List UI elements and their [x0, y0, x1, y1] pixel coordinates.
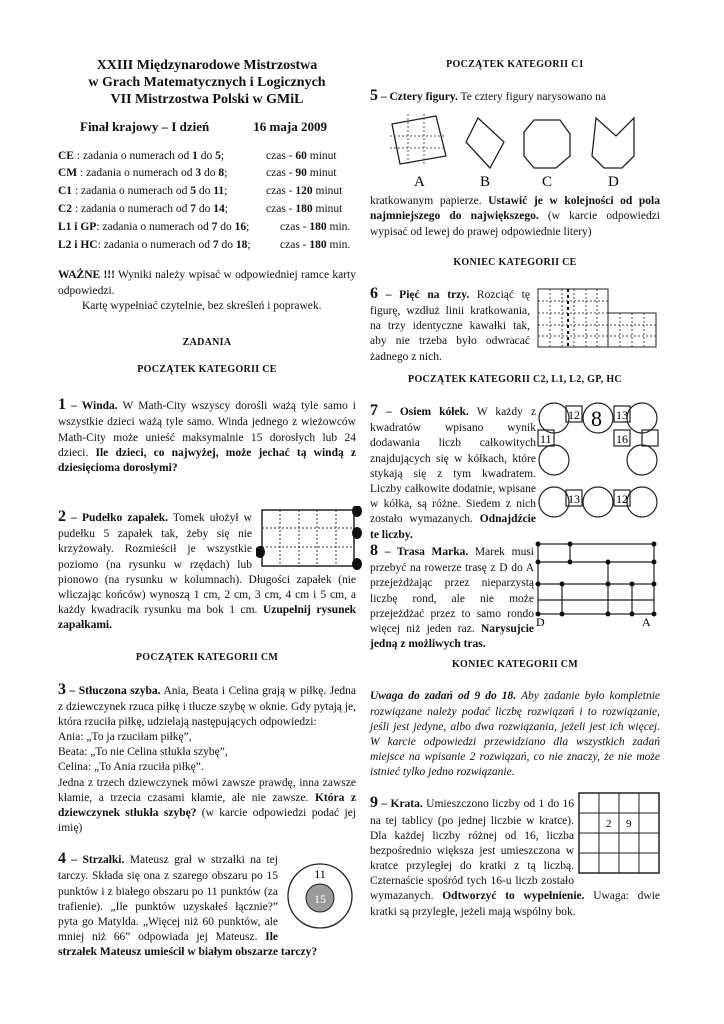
problem-1: 1 – Winda. W Math-City wszyscy dorośli ważą tyle samo i wszystkie dzieci ważą tyle samo. Winda jednego z wieżowców Math-City może unieść maksymalnie 15 dorosłych lub 24 dzieci. Ile dzieci, co najwyżej, może jechać tą windą z dziesięcioma dorosłymi? — [58, 396, 357, 474]
square-12-bottom: 12 — [616, 492, 628, 507]
problem-5: 5 – Cztery figury. Te cztery figury narysowano na A B C D kratkowanym papierze. Ustawić je w kolejności od pola najmniejszego do największego. (w karcie odpowiedzi wypisać od lewej do prawej odpowiednie litery) — [370, 87, 660, 238]
problem-4: 11 15 4 – Strzałki. Mateusz grał w strzałki na tej tarczy. Składa się ona z szarego obszaru po 15 punktów i z białego obszaru po 11 punktów (za trafienie). „Ile punktów uzyskałeś łącznie?” pyta go Matylda. „Więcej niż 60 punktów, ale mniej niż 66” odpowiada jej Mateusz. Ile strzałek Mateusz umieścił w białym obszarze tarczy? — [58, 848, 356, 960]
route-start-d: D — [536, 615, 545, 627]
figure-label-c: C — [542, 174, 553, 191]
final-date: 16 maja 2009 — [253, 119, 327, 135]
problem-9: 2 9 9 – Krata. Umieszczono liczby od 1 do 16 na tej tablicy (po jednej liczbie w kratce). Dla każdej liczby różnej od 16, liczba bezpośrednio większa jest umieszczona w kratce przyległej do kratki z tą liczbą. Czternaście spośród tych 16-u liczb zostało wymazanych. Odtworzyć to wypełnienie. Uwaga: dwie kratki są przyległe, jeżeli mają wspólny bok. — [370, 794, 660, 918]
square-13-top: 13 — [616, 408, 628, 423]
eight-circles — [536, 400, 660, 522]
five-by-three-figure — [534, 283, 660, 353]
matchbox-grid — [256, 506, 362, 572]
category-row: C2 : zadania o numerach od 7 do 14; czas - 180 minut — [58, 202, 343, 215]
number-grid — [578, 792, 660, 874]
figure-label-d: D — [608, 174, 619, 191]
header-title — [58, 58, 356, 108]
route-end-a: A — [642, 615, 651, 627]
left-column — [58, 0, 356, 960]
final-line — [80, 118, 356, 135]
grid-cell-9: 9 — [626, 818, 632, 831]
problem-7: 12 8 13 11 16 13 12 7 – Osiem kółek. W każdy z kwadratów wpisano wynik dodawania liczb całkowitych znajdujących się w kółkach, które stykają się z tym kwadratem. Liczby całkowite dodatnie, wpisane w kółka, są różne. Siedem z nich zostało wymazanych. Odnajdźcie te liczby. — [370, 400, 660, 528]
outer-value: 11 — [314, 867, 326, 882]
dartboard — [282, 848, 356, 932]
section-zadania: ZADANIA — [182, 336, 232, 348]
figure-label-a: A — [414, 174, 425, 191]
square-13-bottom: 13 — [568, 492, 580, 507]
header-line-3: VII Mistrzostwa Polski w GMiL — [110, 91, 304, 107]
final-label: Finał krajowy – I dzień — [80, 119, 210, 135]
important-note-2: Kartę wypełniać czytelnie, bez skreśleń i poprawek. — [82, 299, 322, 312]
quote-beata: Beata: „To nie Celina stłukła szybę”, — [58, 746, 228, 759]
grid-cell-2: 2 — [606, 818, 612, 831]
header-line-1: XXIII Międzynarodowe Mistrzostwa — [96, 58, 318, 73]
note-9-18: Uwaga do zadań od 9 do 18. Aby zadanie było kompletnie rozwiązane należy podać liczbę rozwiązań i to rozwiązanie, jeśli jest jedyne, albo dwa rozwiązania, jeżeli jest ich więcej. W karcie odpowiedzi przewidziano dla wszystkich zadań miejsce na wpisanie 2 rozwiązań, co nie znaczy, że nie może istnieć tylko jedno rozwiązanie. — [370, 690, 660, 779]
problem-8: D A 8 – Trasa Marka. Marek musi przebyć na rowerze trasę z D do A przejeżdżając przez nieparzystą liczbę rond, ale nie może przejeżdżać przez to samo rondo więcej niż jeden raz. Narysujcie jedną z możliwych tras. — [370, 540, 660, 640]
route-map — [534, 540, 660, 626]
problem-2: 2 – Pudełko zapałek. Tomek ułożył w pudełku 5 zapałek tak, żeby się nie krzyżowały. Rozmieścił je wszystkie poziomo (na rysunku w rzędach) lub pionowo (na rysunku w kolumnach). Długości zapałek (nie wliczając końców) wynoszą 1 cm, 2 cm, 3 cm, 4 cm i 5 cm, a każdy kwadracik rysunku ma bok 1 cm. Uzupełnij rysunek zapałkami. — [58, 506, 356, 633]
header-line-2: w Grach Matematycznych i Logicznych — [88, 74, 326, 90]
problem-3: 3 – Stłuczona szyba. Ania, Beata i Celina grają w piłkę. Jedna z dziewczynek rzuca piłkę i tłucze szybę w oknie. Gdy pytają je, która rzuciła piłkę, udzielają następujących odpowiedzi: Ania: „To ja rzuciłam piłkę”, Beata: „To nie Celina stłukła szybę”, Celina: „To Ania rzuciła piłkę”. Jedna z trzech dziewczynek mówi zawsze prawdę, inna zawsze kłamie, a trzecia czasami kłamie, ale nie zawsze. Która z dziewczynek stłukła szybę? (w karcie odpowiedzi podać jej imię) — [58, 680, 357, 835]
section-start-cm: POCZĄTEK KATEGORII CM — [135, 652, 279, 664]
square-12-top: 12 — [568, 408, 580, 423]
right-column — [370, 0, 660, 920]
section-end-cm: KONIEC KATEGORII CM — [451, 659, 579, 671]
category-row: L2 i HC: zadania o numerach od 7 do 18; czas - 180 min. — [58, 238, 351, 251]
section-start-ce: POCZĄTEK KATEGORII CE — [137, 364, 277, 376]
section-start-c2: POCZĄTEK KATEGORII C2, L1, L2, GP, HC — [408, 374, 622, 385]
figure-label-b: B — [480, 174, 491, 191]
quote-ania: Ania: „To ja rzuciłam piłkę”, — [58, 731, 192, 744]
category-table — [58, 148, 356, 255]
category-row: CM : zadania o numerach od 3 do 8; czas - 90 minut — [58, 167, 337, 180]
problem-6: 6 – Pięć na trzy. Rozciąć tę figurę, wzdłuż linii kratkowania, na trzy identyczne kawałki tak, aby nie trzeba było odwracać żadnego z nich. — [370, 283, 660, 361]
square-11: 11 — [540, 432, 552, 447]
section-start-c1: POCZĄTEK KATEGORII C1 — [446, 59, 584, 70]
important-note: WAŻNE !!! Wyniki należy wpisać w odpowiedniej ramce karty odpowiedzi. — [58, 269, 356, 297]
circle-8: 8 — [591, 406, 602, 432]
category-row: C1 : zadania o numerach od 5 do 11; czas - 120 minut — [58, 185, 343, 198]
quote-celina: Celina: „To Ania rzuciła piłkę”. — [58, 761, 204, 774]
square-16: 16 — [616, 432, 628, 447]
four-figures — [386, 112, 656, 190]
section-end-ce: KONIEC KATEGORII CE — [453, 256, 577, 268]
category-row: L1 i GP: zadania o numerach od 7 do 16; czas - 180 min. — [58, 220, 351, 233]
category-row: CE : zadania o numerach od 1 do 5; czas - 60 minut — [58, 149, 337, 162]
inner-value: 15 — [314, 892, 326, 907]
